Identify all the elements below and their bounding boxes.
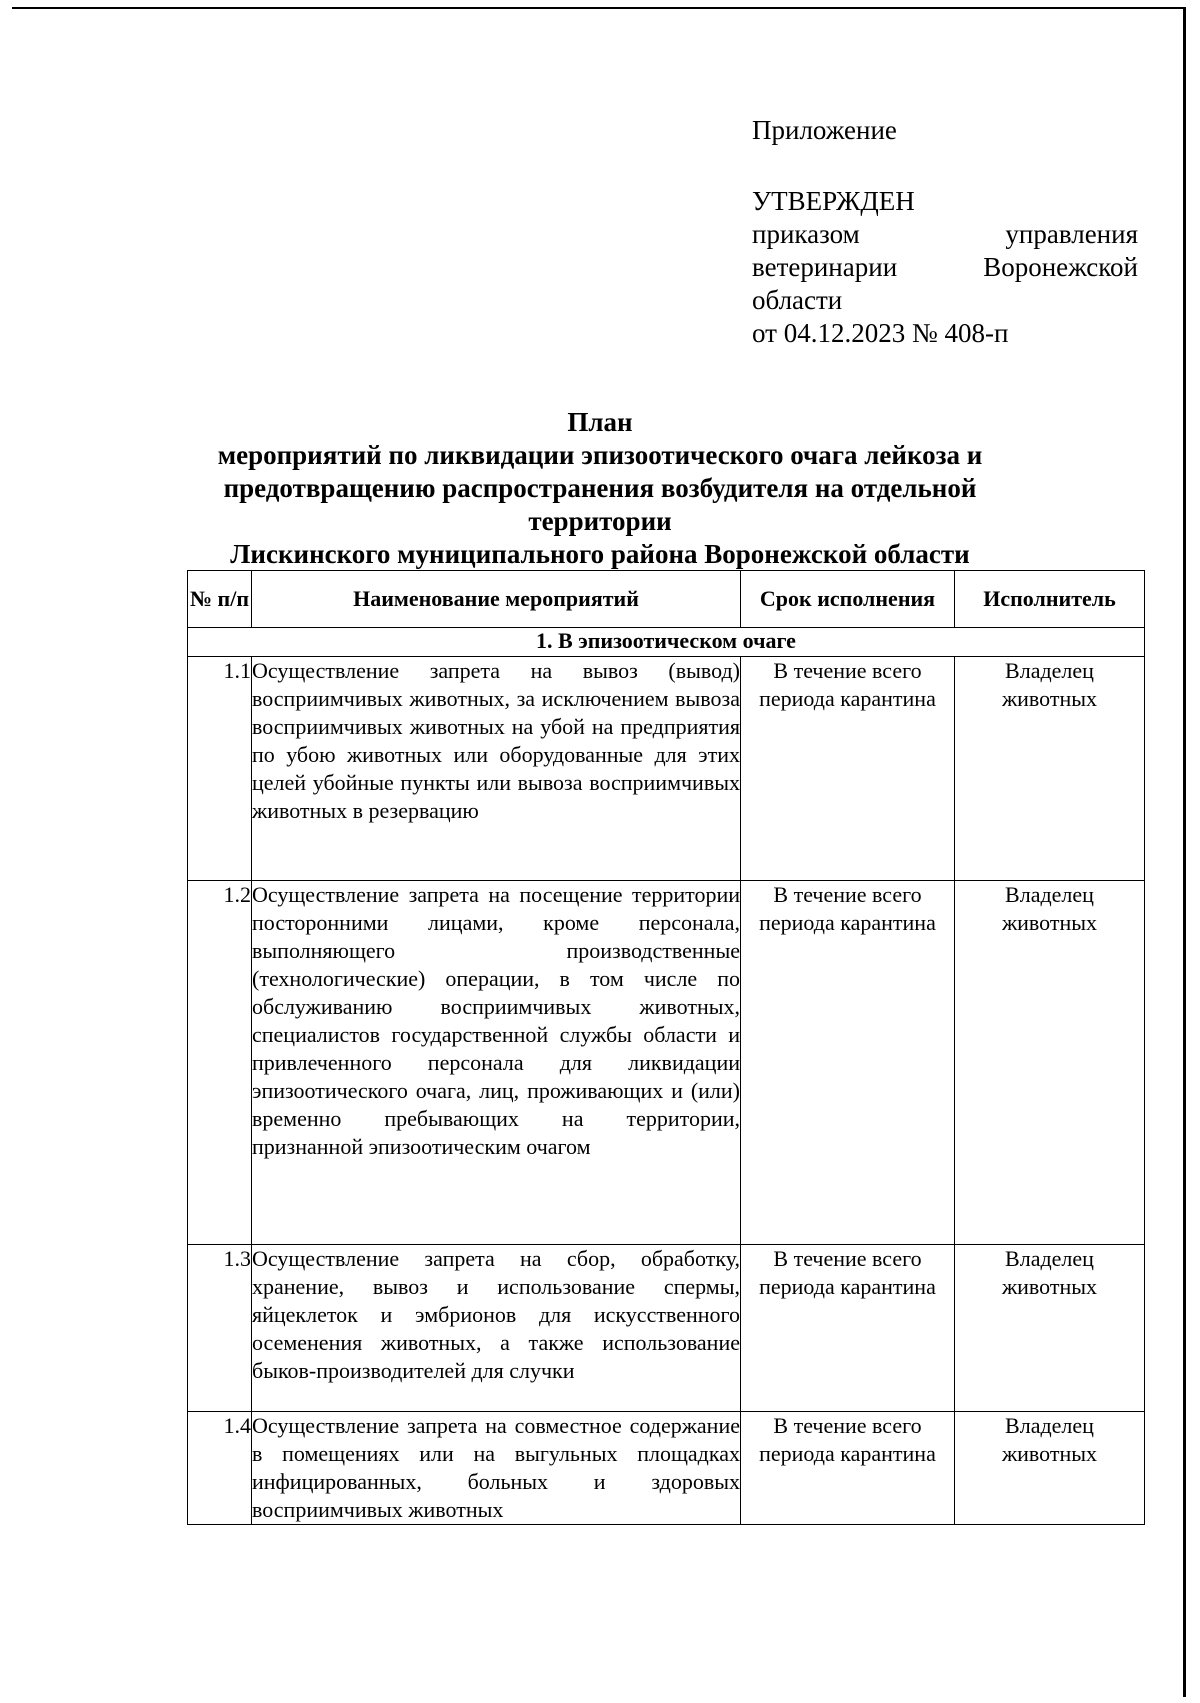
row-name: Осуществление запрета на вывоз (вывод) восприимчивых животных, за исключением вывоза восприимчивых животных на убой на предприятия по убою животных или оборудованные для этих целей убойные пункты или вывоза восприимчивых животных в резервацию — [252, 657, 741, 881]
table-row — [188, 881, 1145, 1245]
approval-date-number: от 04.12.2023 № 408-п — [752, 318, 1009, 348]
row-name: Осуществление запрета на совместное содержание в помещениях или на выгульных площадках инфицированных, больных и здоровых восприимчивых животных — [252, 1412, 741, 1525]
annex-label: Приложение — [752, 115, 897, 145]
approval-block — [752, 114, 1138, 350]
title-line-3: предотвращению распространения возбудителя на отдельной территории — [223, 473, 977, 536]
row-executor: Владелец животных — [955, 1412, 1145, 1525]
title-line-2: мероприятий по ликвидации эпизоотического очага лейкоза и — [217, 440, 983, 470]
header-name: Наименование мероприятий — [252, 571, 741, 628]
row-term: В течение всего периода карантина — [741, 881, 955, 1245]
header-term: Срок исполнения — [741, 571, 955, 628]
approval-line-1: приказом управления — [752, 219, 1138, 249]
table-row — [188, 657, 1145, 881]
row-term: В течение всего периода карантина — [741, 1245, 955, 1412]
table-row — [188, 1412, 1145, 1525]
row-num: 1.3 — [188, 1245, 252, 1412]
row-name: Осуществление запрета на сбор, обработку, хранение, вывоз и использование спермы, яйцеклеток и эмбрионов для искусственного осеменения животных, а также использование быков-производителей для случки — [252, 1245, 741, 1412]
plan-table — [187, 570, 1145, 1525]
approved-label: УТВЕРЖДЕН — [752, 186, 915, 216]
section-row — [188, 628, 1145, 657]
row-name: Осуществление запрета на посещение территории посторонними лицами, кроме персонала, выполняющего производственные (технологические) операции, в том числе по обслуживанию восприимчивых животных, специалистов государственной службы области и привлеченного персонала для ликвидации эпизоотического очага, лиц, проживающих и (или) временно пребывающих на территории, признанной эпизоотическим очагом — [252, 881, 741, 1245]
table-row — [188, 1245, 1145, 1412]
title-line-4: Лискинского муниципального района Воронежской области — [230, 539, 970, 569]
row-num: 1.4 — [188, 1412, 252, 1525]
row-term: В течение всего периода карантина — [741, 657, 955, 881]
row-executor: Владелец животных — [955, 881, 1145, 1245]
header-executor: Исполнитель — [955, 571, 1145, 628]
row-executor: Владелец животных — [955, 657, 1145, 881]
section-title: 1. В эпизоотическом очаге — [188, 628, 1145, 657]
row-term: В течение всего периода карантина — [741, 1412, 955, 1525]
approval-line-3: области — [752, 285, 843, 315]
row-executor: Владелец животных — [955, 1245, 1145, 1412]
header-num: № п/п — [188, 571, 252, 628]
title-line-1: План — [567, 407, 633, 437]
row-num: 1.1 — [188, 657, 252, 881]
document-title — [150, 406, 1050, 571]
row-num: 1.2 — [188, 881, 252, 1245]
table-header-row — [188, 571, 1145, 628]
approval-line-2: ветеринарии Воронежской — [752, 252, 1138, 282]
